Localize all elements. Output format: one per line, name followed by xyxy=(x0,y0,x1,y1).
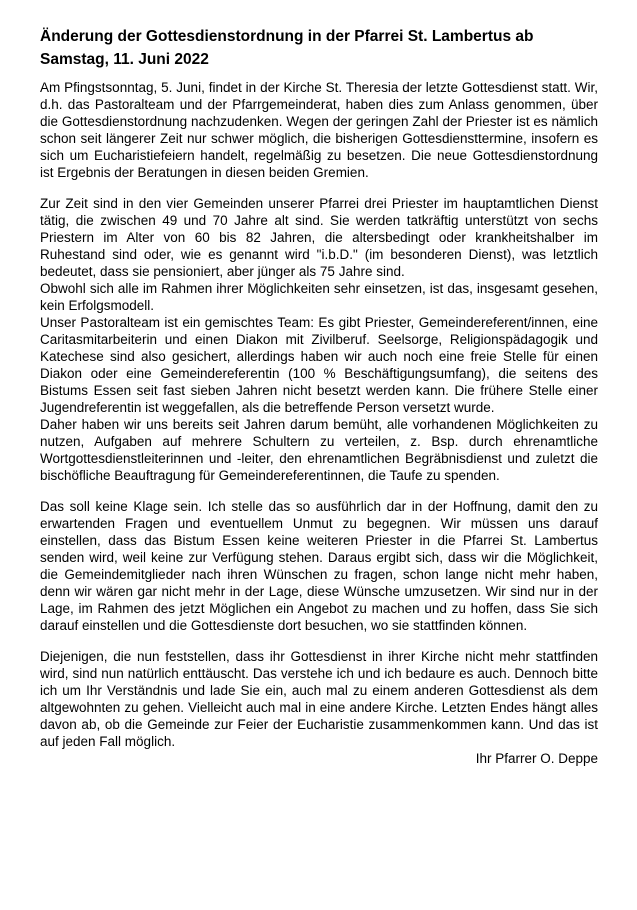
paragraph-intro-last-service: Am Pfingstsonntag, 5. Juni, findet in der Kirche St. Theresia der letzte Gottesdienst statt. Wir, d.h. das Pastoralteam und der Pfarrgemeinderat, haben dies zum Anlass genommen, über die Gottesdienstordnung nachzudenken. Wegen der geringen Zahl der Priester ist es nämlich schon seit längerer Zeit nur schwer möglich, die bisherigen Gottesdiensttermine, insofern es sich um Eucharistiefeiern handelt, regelmäßig zu besetzen. Die neue Gottesdienstordnung ist Ergebnis der Beratungen in diesen beiden Gremien. xyxy=(40,80,598,180)
paragraph-volunteer-efforts: Daher haben wir uns bereits seit Jahren darum bemüht, alle vorhandenen Möglichkeiten zu nutzen, Aufgaben auf mehrere Schultern zu verteilen, z. Bsp. durch ehrenamtliche Wortgottesdienstleiterinnen und -leiter, den ehrenamtlichen Begräbnisdienst und zuletzt die bischöfliche Beauftragung für Gemeindereferentinnen, die Taufe zu spenden. xyxy=(40,417,598,483)
paragraph-disappointed-invitation: Diejenigen, die nun feststellen, dass ihr Gottesdienst in ihrer Kirche nicht mehr stattfinden wird, sind nun natürlich enttäuscht. Das verstehe ich und ich bedaure es auch. Dennoch bitte ich um Ihr Verständnis und lade Sie ein, auch mal zu einem anderen Gottesdienst als dem altgewohnten zu gehen. Vielleicht auch mal in eine andere Kirche. Letzten Endes hängt alles davon ab, ob die Gemeinde zur Feier der Eucharistie zusammenkommen kann. Und das ist auf jeden Fall möglich. xyxy=(40,649,598,749)
paragraph-no-success-model: Obwohl sich alle im Rahmen ihrer Möglichkeiten sehr einsetzen, ist das, insgesamt gesehen, kein Erfolgsmodell. xyxy=(40,281,598,313)
paragraph-no-complaint: Das soll keine Klage sein. Ich stelle das so ausführlich dar in der Hoffnung, damit den zu erwartenden Fragen und eventuellem Unmut zu begegnen. Wir müssen uns darauf einstellen, dass das Bistum Essen keine weiteren Priester in die Pfarrei St. Lambertus senden wird, weil keine zur Verfügung stehen. Daraus ergibt sich, dass wir die Möglichkeit, die Gemeindemitglieder nach ihren Wünschen zu fragen, schon lange nicht mehr haben, denn wir wären gar nicht mehr in der Lage, diese Wünsche umzusetzen. Wir sind nur in der Lage, im Rahmen des jetzt Möglichen ein Angebot zu machen und zu hoffen, dass Sie sich darauf einstellen und die Gottesdienste dort besuchen, wo sie stattfinden können. xyxy=(40,499,598,633)
document-title-line-1: Änderung der Gottesdienstordnung in der Pfarrei St. Lambertus ab xyxy=(40,28,534,45)
document-title-line-2: Samstag, 11. Juni 2022 xyxy=(40,51,209,68)
document-title xyxy=(40,25,598,71)
paragraph-pastoral-team: Unser Pastoralteam ist ein gemischtes Team: Es gibt Priester, Gemeindereferent/innen, eine Caritasmitarbeiterin und einen Diakon mit Zivilberuf. Seelsorge, Religionspädagogik und Katechese sind also gesichert, allerdings haben wir auch noch eine freie Stelle für einen Diakon oder eine Gemeindereferentin (100 % Beschäftigungsumfang), die seitens des Bistums Essen seit fast sieben Jahren nicht besetzt werden kann. Die frühere Stelle einer Jugendreferentin ist weggefallen, als die betreffende Person versetzt wurde. xyxy=(40,315,598,415)
signature-line: Ihr Pfarrer O. Deppe xyxy=(475,751,598,766)
paragraph-priests-status: Zur Zeit sind in den vier Gemeinden unserer Pfarrei drei Priester im hauptamtlichen Dienst tätig, die zwischen 49 und 70 Jahre alt sind. Sie werden tatkräftig unterstützt von sechs Priestern im Alter von 60 bis 82 Jahren, die altersbedingt oder krankheitshalber im Ruhestand sind oder, wie es genannt wird "i.b.D." (im besonderen Dienst), was letztlich bedeutet, dass sie pensioniert, aber jünger als 75 Jahre sind. xyxy=(40,196,598,279)
